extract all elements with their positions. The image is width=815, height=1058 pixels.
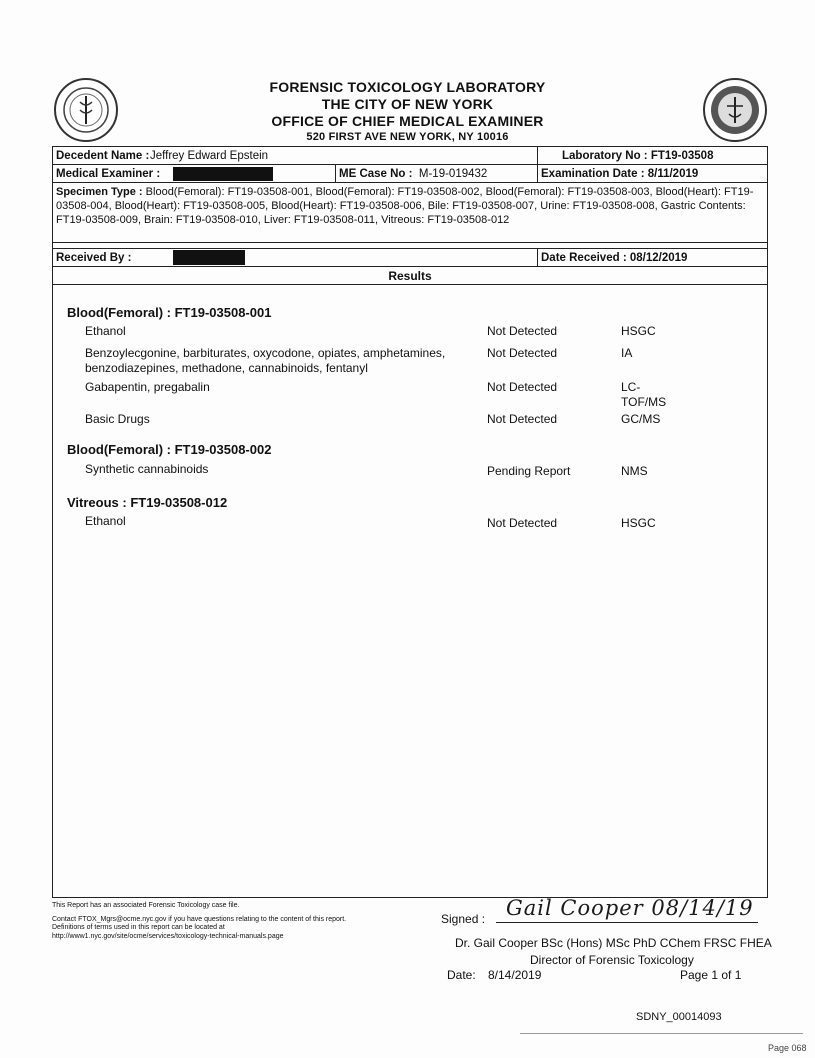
- received-by-redaction: [170, 249, 245, 266]
- bottom-rule: [520, 1033, 803, 1034]
- decedent-value: Jeffrey Edward Epstein: [150, 149, 269, 162]
- me-case-cell: [335, 165, 487, 182]
- examiner-row: [53, 165, 767, 183]
- test-method: IA: [621, 346, 633, 360]
- test-method: LC-TOF/MS: [621, 380, 667, 409]
- examiner-redaction: [170, 165, 273, 182]
- test-result: Not Detected: [487, 324, 558, 338]
- lab-no-cell: [537, 147, 767, 164]
- bates-number: SDNY_00014093: [636, 1011, 722, 1023]
- test-result: Not Detected: [487, 346, 558, 360]
- date-received-label: Date Received :: [541, 251, 627, 264]
- report-frame: [52, 146, 768, 898]
- signer-name: Dr. Gail Cooper BSc (Hons) MSc PhD CChem FRSC FHEA: [455, 936, 772, 950]
- handwritten-signature: Gail Cooper 08/14/19: [506, 896, 754, 920]
- exam-date-value: 8/11/2019: [647, 167, 699, 180]
- test-method: HSGC: [621, 516, 656, 530]
- sign-date-value: 8/14/2019: [488, 968, 542, 982]
- results-title: Results: [388, 269, 432, 283]
- test-result: Not Detected: [487, 516, 558, 530]
- me-case-value: M-19-019432: [418, 167, 488, 180]
- footer-note-3: Definitions of terms used in this report can be located at: [52, 924, 225, 931]
- test-result: Not Detected: [487, 380, 558, 394]
- group-heading-1: Blood(Femoral) : FT19-03508-001: [67, 305, 272, 320]
- footer-note-1: This Report has an associated Forensic Toxicology case file.: [52, 902, 240, 909]
- lab-no-label: Laboratory No :: [562, 149, 648, 162]
- group-heading-3: Vitreous : FT19-03508-012: [67, 495, 228, 510]
- test-analyte: Synthetic cannabinoids: [85, 462, 209, 476]
- test-analyte: Gabapentin, pregabalin: [85, 380, 210, 394]
- office-name: OFFICE OF CHIEF MEDICAL EXAMINER: [271, 113, 544, 129]
- date-received-cell: [537, 249, 767, 266]
- lab-no-value: FT19-03508: [650, 149, 714, 162]
- test-result: Pending Report: [487, 464, 571, 478]
- received-row: [53, 248, 767, 267]
- lab-name: FORENSIC TOXICOLOGY LABORATORY: [269, 79, 546, 95]
- signed-label: Signed :: [441, 912, 486, 926]
- office-address: 520 FIRST AVE NEW YORK, NY 10016: [306, 131, 509, 143]
- specimen-label: Specimen Type :: [56, 186, 143, 198]
- page-number: Page 068: [768, 1043, 807, 1053]
- footer-note-2: Contact FTOX_Mgrs@ocme.nyc.gov if you have questions relating to the content of this report.: [52, 915, 347, 923]
- footer-notes: [52, 902, 412, 941]
- examiner-label: Medical Examiner :: [56, 167, 161, 180]
- group-heading-2: Blood(Femoral) : FT19-03508-002: [67, 442, 272, 457]
- signer-title: Director of Forensic Toxicology: [530, 953, 694, 967]
- specimen-text: [56, 185, 764, 227]
- date-received-value: 08/12/2019: [629, 251, 688, 264]
- test-analyte: Ethanol: [85, 324, 126, 338]
- footer-note-4: http://www1.nyc.gov/site/ocme/services/toxicology-technical-manuals.page: [52, 932, 284, 940]
- exam-date-cell: [537, 165, 767, 182]
- sign-date-label: Date:: [447, 968, 476, 982]
- specimen-value: Blood(Femoral): FT19-03508-001, Blood(Femoral): FT19-03508-002, Blood(Femoral): FT19-03508-003, Blood(Heart): FT19-03508-004, Blood(Heart): FT19-03508-005, Blood(Heart): FT19-03508-006, Bile: FT19-03508-007, Urine: FT19-03508-008, Gastric Contents: FT19-03508-009, Brain: FT19-03508-010, Liver: FT19-03508-011, Vitreous: FT19-03508-012: [56, 186, 754, 226]
- test-method: GC/MS: [621, 412, 661, 426]
- page-indicator: Page 1 of 1: [680, 968, 742, 982]
- signature-line: [496, 922, 758, 923]
- exam-date-label: Examination Date :: [541, 167, 645, 180]
- results-header-row: [53, 267, 767, 285]
- test-method: HSGC: [621, 324, 656, 338]
- test-analyte: Benzoylecgonine, barbiturates, oxycodone, opiates, amphetamines, benzodiazepines, methadone, cannabinoids, fentanyl: [85, 346, 446, 375]
- received-by-label: Received By :: [56, 251, 132, 264]
- specimen-row: [53, 183, 767, 243]
- city-name: THE CITY OF NEW YORK: [321, 96, 494, 112]
- test-analyte: Basic Drugs: [85, 412, 150, 426]
- decedent-label: Decedent Name :: [56, 149, 150, 162]
- test-method: NMS: [621, 464, 648, 478]
- me-case-label: ME Case No :: [339, 167, 413, 180]
- test-analyte: Ethanol: [85, 514, 126, 528]
- test-result: Not Detected: [487, 412, 558, 426]
- decedent-row: [53, 147, 767, 165]
